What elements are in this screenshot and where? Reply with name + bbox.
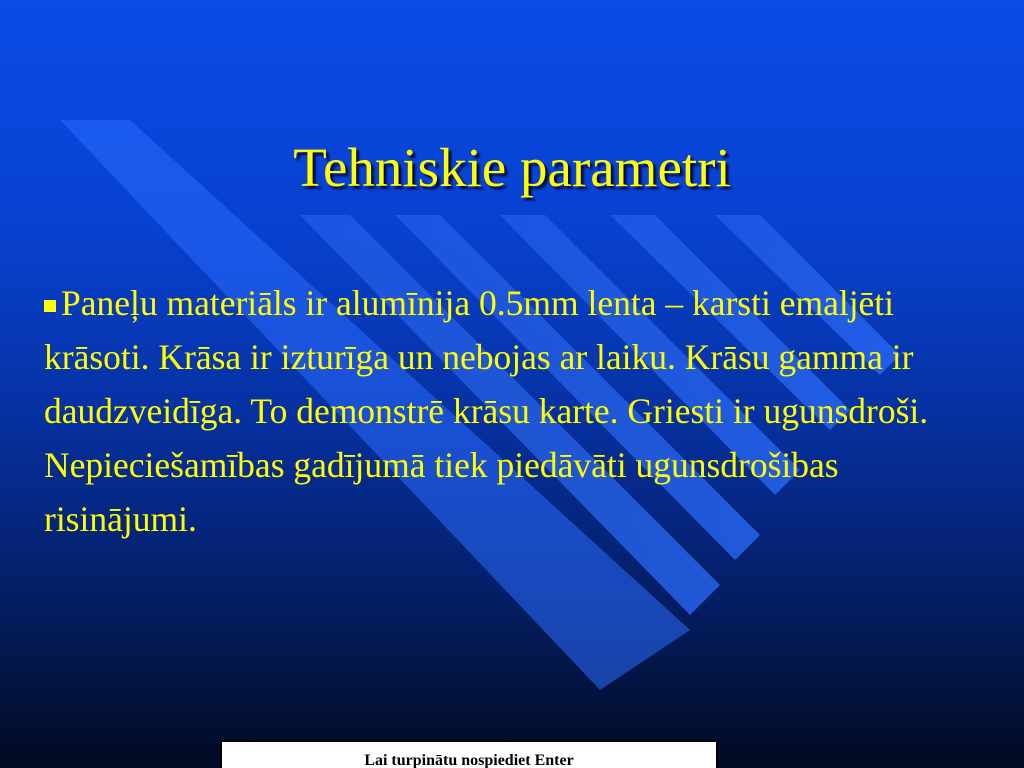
continue-prompt-text: Lai turpinātu nospiediet Enter xyxy=(364,752,574,768)
bullet-paragraph xyxy=(44,276,989,546)
slide-title: Tehniskie parametri xyxy=(293,137,731,198)
bullet-text: Paneļu materiāls ir alumīnija 0.5mm lenta – karsti emaljēti krāsoti. Krāsa ir izturīga un nebojas ar laiku. Krāsu gamma ir daudzveidīga. To demonstrē krāsu karte. Griesti ir ugunsdroši. Nepieciešamības gadījumā tiek piedāvāti ugunsdrošibas risinājumi. xyxy=(44,283,929,539)
continue-prompt-box[interactable] xyxy=(220,740,718,768)
bullet-square-icon xyxy=(44,300,56,312)
